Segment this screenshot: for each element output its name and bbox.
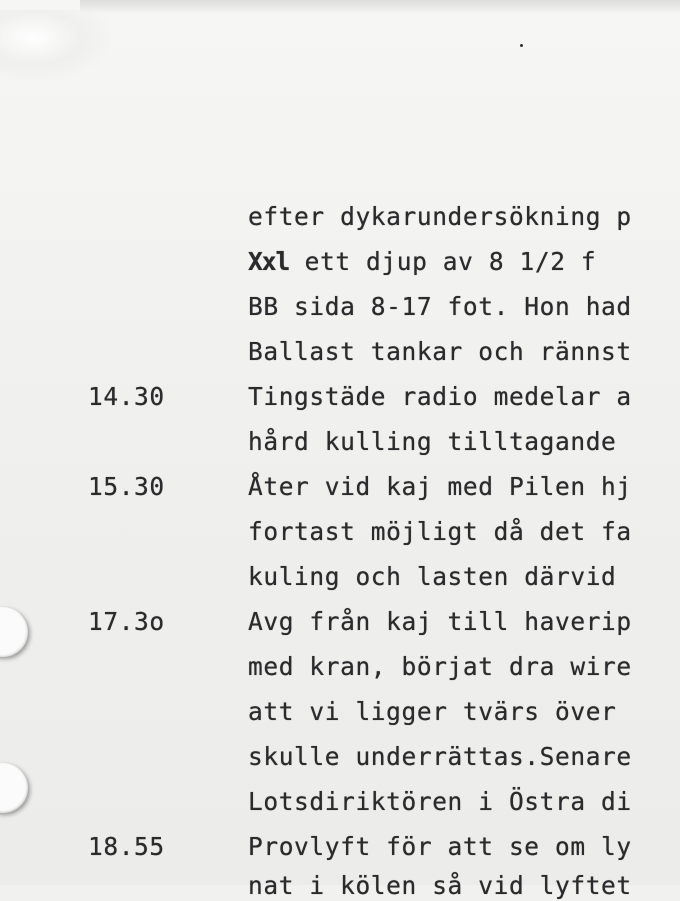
log-text-line: efter dykarundersökning p: [248, 202, 632, 231]
log-text-line: med kran, börjat dra wire: [248, 652, 632, 681]
log-text-line: [248, 247, 596, 277]
log-text-line: fortast möjligt då det fa: [248, 517, 632, 546]
log-time: 14.30: [88, 382, 165, 411]
log-text-line: Provlyft för att se om ly: [248, 832, 632, 861]
log-text-line: Ballast tankar och rännst: [248, 337, 632, 366]
log-text-line: Avg från kaj till haverip: [248, 607, 632, 636]
ink-dot: [520, 44, 523, 47]
overtyped-text: Xxl: [248, 247, 290, 276]
log-text-line: hård kulling tilltagande: [248, 427, 617, 456]
log-text-line: Tingstäde radio medelar a: [248, 382, 632, 411]
punch-hole: [0, 763, 28, 813]
paper-stain: [0, 10, 110, 80]
log-text-segment: ett djup av 8 1/2 f: [304, 247, 597, 276]
log-time: 17.3o: [88, 607, 165, 636]
page-top-shadow: [80, 0, 680, 14]
punch-hole: [0, 607, 28, 657]
log-text-line: nat i kölen så vid lyftet: [248, 871, 632, 900]
log-text-line: Lotsdiriktören i Östra di: [248, 787, 632, 816]
log-text-line: Åter vid kaj med Pilen hj: [248, 472, 632, 501]
log-time: 15.30: [88, 472, 165, 501]
log-time: 18.55: [88, 832, 165, 861]
log-text-line: skulle underrättas.Senare: [248, 742, 632, 771]
log-text-line: att vi ligger tvärs över: [248, 697, 617, 726]
log-text-line: BB sida 8-17 fot. Hon had: [248, 292, 632, 321]
log-text-line: kuling och lasten därvid: [248, 562, 617, 591]
